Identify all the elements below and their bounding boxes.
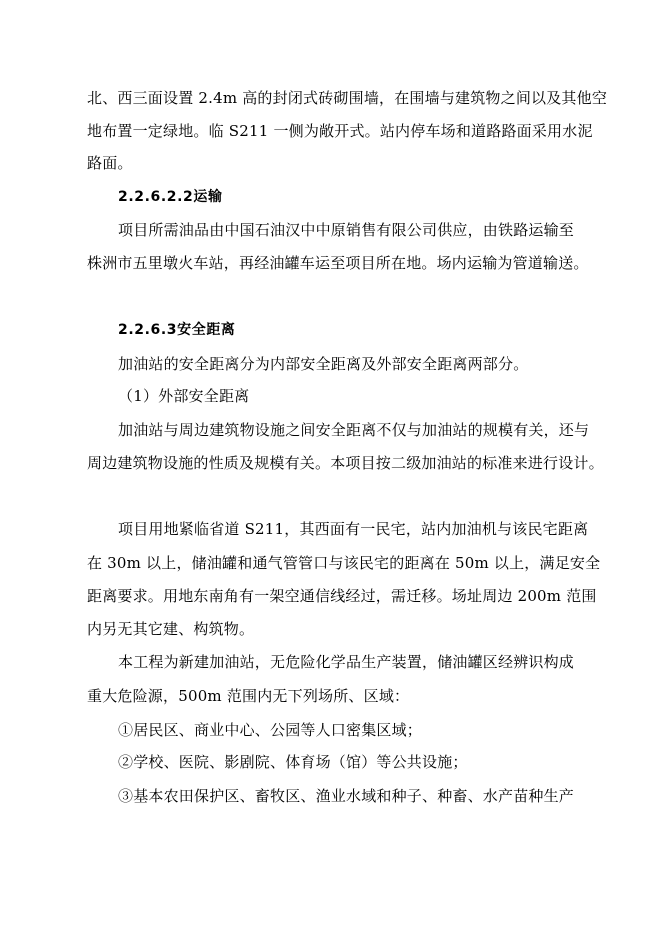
paragraph-line-2: 地布置一定绿地。临 S211 一侧为敞开式。站内停车场和道路路面采用水泥: [87, 122, 593, 140]
paragraph-line-6: 加油站的安全距离分为内部安全距离及外部安全距离两部分。: [118, 355, 529, 373]
subheading-external-distance: （1）外部安全距离: [118, 387, 250, 405]
paragraph-line-12: 内另无其它建、构筑物。: [87, 620, 255, 638]
paragraph-line-3: 路面。: [87, 154, 133, 172]
list-item-1: ①居民区、商业中心、公园等人口密集区域；: [118, 721, 423, 739]
list-item-2: ②学校、医院、影剧院、体育场（馆）等公共设施；: [118, 753, 468, 771]
paragraph-line-10: 在 30m 以上，储油罐和通气管管口与该民宅的距离在 50m 以上，满足安全: [87, 554, 601, 572]
paragraph-line-14: 重大危险源，500m 范围内无下列场所、区域：: [87, 687, 410, 705]
list-item-3: ③基本农田保护区、畜牧区、渔业水域和种子、种畜、水产苗种生产: [118, 787, 575, 805]
paragraph-line-5: 株洲市五里墩火车站，再经油罐车运至项目所在地。场内运输为管道输送。: [87, 254, 589, 272]
paragraph-line-1: 北、西三面设置 2.4m 高的封闭式砖砌围墙，在围墙与建筑物之间以及其他空: [87, 89, 608, 107]
paragraph-line-11: 距离要求。用地东南角有一架空通信线经过，需迁移。场址周边 200m 范围: [87, 587, 597, 605]
paragraph-line-9: 项目用地紧临省道 S211，其西面有一民宅，站内加油机与该民宅距离: [118, 520, 589, 538]
paragraph-line-4: 项目所需油品由中国石油汉中中原销售有限公司供应，由铁路运输至: [118, 221, 575, 239]
paragraph-line-13: 本工程为新建加油站，无危险化学品生产装置，储油罐区经辨识构成: [118, 653, 575, 671]
paragraph-line-7: 加油站与周边建筑物设施之间安全距离不仅与加油站的规模有关，还与: [118, 421, 590, 439]
section-heading-safety-distance: 2.2.6.3安全距离: [118, 322, 236, 338]
section-heading-transport: 2.2.6.2.2运输: [118, 189, 223, 205]
paragraph-line-8: 周边建筑物设施的性质及规模有关。本项目按二级加油站的标准来进行设计。: [87, 454, 604, 472]
